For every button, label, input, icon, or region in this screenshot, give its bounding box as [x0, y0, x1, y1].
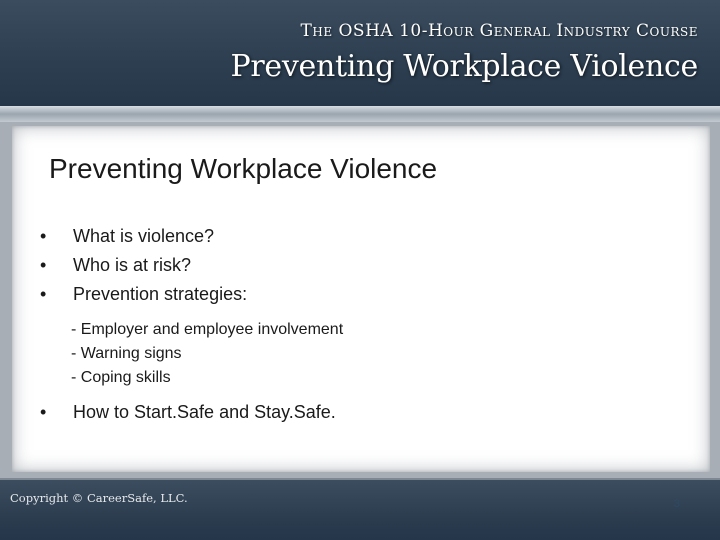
- bullet-item: [40, 280, 247, 309]
- bullet-item: [40, 222, 247, 251]
- header-separator: [0, 106, 720, 122]
- bullet-dot: •: [40, 255, 47, 275]
- course-title: The OSHA 10-Hour General Industry Course: [300, 21, 698, 41]
- sub-bullet-item: - Coping skills: [71, 369, 171, 386]
- sub-bullet-item: - Warning signs: [71, 345, 182, 362]
- bullet-dot: •: [40, 402, 47, 422]
- sub-bullet-list: [71, 318, 343, 390]
- bullet-list: [40, 222, 247, 309]
- bullet-item: [40, 251, 247, 280]
- bullet-item: [40, 398, 336, 427]
- bullet-dot: •: [40, 226, 47, 246]
- copyright-text: Copyright © CareerSafe, LLC.: [10, 491, 188, 505]
- bullet-text: How to Start.Safe and Stay.Safe.: [73, 402, 336, 422]
- sub-bullet-item: - Employer and employee involvement: [71, 321, 344, 338]
- course-subtitle: Preventing Workplace Violence: [230, 49, 698, 84]
- bullet-text: Prevention strategies:: [73, 284, 248, 304]
- footer-band: [0, 478, 720, 540]
- bullet-text: What is violence?: [73, 226, 215, 246]
- bullet-text: Who is at risk?: [73, 255, 192, 275]
- bullet-dot: •: [40, 284, 47, 304]
- bullet-list-final: [40, 398, 336, 427]
- page-number: 3: [673, 498, 680, 510]
- slide-title: Preventing Workplace Violence: [49, 153, 438, 184]
